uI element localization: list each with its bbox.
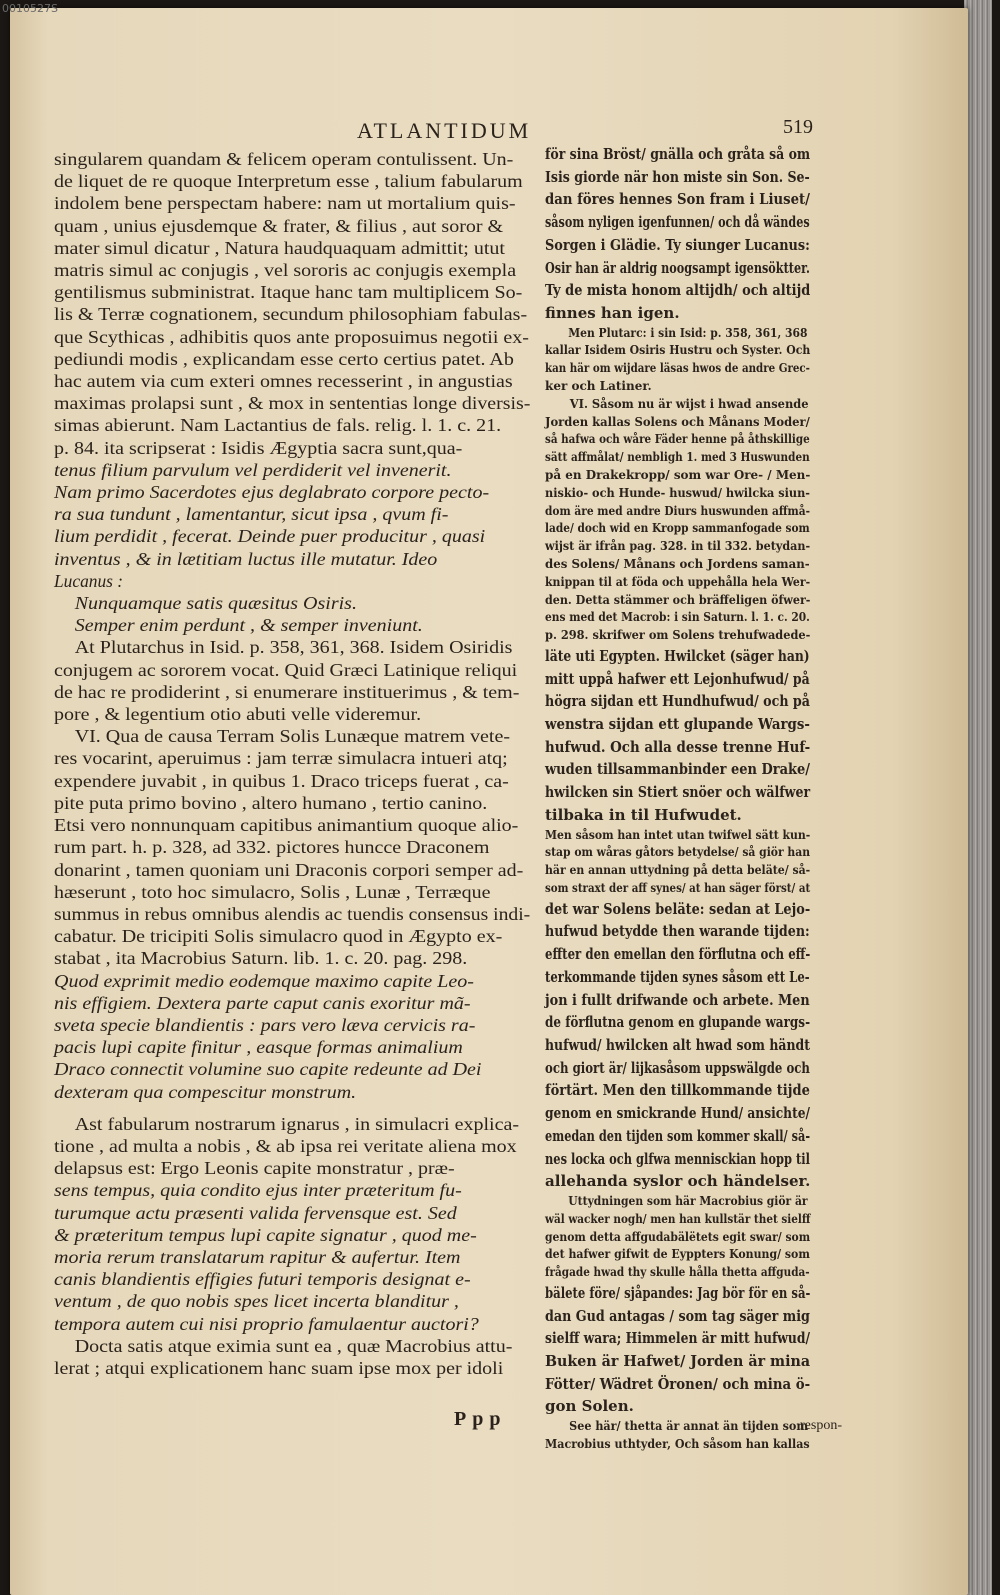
text-line: niskio- och Hunde- huswud/ hwilcka siun-	[545, 485, 810, 500]
text-line: & præteritum tempus lupi capite signatur , quod me-	[54, 1224, 477, 1245]
text-line: des Solens/ Månans och Jordens saman-	[545, 556, 810, 571]
text-line: Men såsom han intet utan twifwel sätt kun-	[545, 827, 811, 842]
text-line: wenstra sijdan ett glupande Wargs-	[545, 715, 810, 734]
text-line: tenus filium parvulum vel perdiderit vel invenerit.	[54, 459, 452, 480]
swedish-column	[545, 143, 820, 1454]
text-line: pore , & legentium otio abuti velle videremur.	[54, 704, 422, 725]
text-line: lade/ doch wid en Kropp sammanfogade som	[545, 521, 810, 536]
text-line: tempora autem cui nisi proprio famulaentur auctori?	[54, 1313, 479, 1334]
book-edge	[964, 0, 992, 1595]
text-line: sens tempus, quia condito ejus inter præteritum fu-	[54, 1180, 462, 1201]
text-line: Uttydningen som här Macrobius giör är	[568, 1193, 808, 1208]
text-line: finnes han igen.	[545, 303, 680, 322]
text-line: mitt uppå hafwer ett Lejonhufwud/ på	[545, 669, 810, 688]
text-line: conjugem ac sororem vocat. Quid Græci Latinique reliqui	[54, 659, 518, 680]
text-line: ra sua tundunt , lamentantur, sicut ipsa , qvum fi-	[54, 504, 449, 525]
text-line: singularem quandam & felicem operam contulissent. Un-	[54, 149, 514, 169]
text-line: pediundi modis , explicandam esse certo certius patet. Ab	[54, 348, 514, 369]
text-line: frågade hwad thy skulle hålla thetta affguda-	[545, 1265, 810, 1280]
text-line: bälete före/ sjåpandes: Jag bör för en så-	[545, 1283, 811, 1302]
text-line: lerat ; atqui explicationem hanc suam ipse mox per idoli	[54, 1357, 504, 1378]
text-line: så hafwa och wåre Fäder henne på åthskillige	[545, 432, 810, 447]
text-line: Semper enim perdunt , & semper inveniunt.	[74, 615, 423, 636]
text-line: de liquet de re quoque Interpretum esse , talium fabularum	[54, 171, 523, 192]
text-line: ker och Latiner.	[545, 379, 652, 394]
text-line: pacis lupi capite finitur , easque formas animalium	[54, 1037, 463, 1058]
latin-column	[54, 148, 530, 1379]
text-line: ens med det Macrob: i sin Saturn. l. 1. c. 20.	[545, 610, 810, 625]
text-line: Nam primo Sacerdotes ejus deglabrato corpore pecto-	[54, 482, 490, 503]
text-line: wijst är ifrån pag. 328. in til 332. betydan-	[545, 539, 811, 554]
text-line: stap om wåras gåtors betydelse/ så giör han	[545, 845, 811, 860]
text-line: dan Gud antagas / som tag säger mig	[545, 1306, 810, 1325]
text-line: läte uti Egypten. Hwilcket (säger han)	[545, 646, 810, 665]
running-head: ATLANTIDUM	[357, 118, 532, 143]
text-line: knippan til at föda och uppehålla hela Wer-	[545, 574, 811, 589]
text-line: och giort är/ lijkasåsom uppswälgde och	[545, 1058, 810, 1077]
text-line: mater simul dicatur , Natura haudquaquam admittit; utut	[54, 237, 505, 258]
text-line: nis effigiem. Dextera parte caput canis exoritur mã-	[54, 992, 471, 1013]
text-line: Fötter/ Wädret Öronen/ och mina ö-	[545, 1374, 811, 1393]
text-line: det war Solens beläte: sedan at Lejo-	[545, 899, 811, 918]
text-line: för sina Bröst/ gnälla och gråta så om	[545, 145, 811, 163]
text-line: rum part. h. p. 328, ad 332. pictores huncce Draconem	[54, 837, 490, 858]
text-line: de hac re prodiderint , si enumerare instituerimus , & tem-	[54, 681, 520, 702]
text-line: stabat , ita Macrobius Saturn. lib. 1. c. 20. pag. 298.	[54, 948, 468, 969]
text-line: högra sijdan ett Hundhufwud/ och på	[545, 692, 810, 711]
text-line: sätt affmålat/ nembligh 1. med 3 Huswunden	[545, 450, 810, 465]
text-line: lium perdidit , fecerat. Deinde puer producitur , quasi	[54, 526, 486, 547]
text-line: hufwud/ hwilcken alt hwad som händt	[545, 1036, 810, 1054]
text-line: At Plutarchus in Isid. p. 358, 361, 368. Isidem Osiridis	[74, 637, 513, 658]
text-line: jon i fullt drifwande och arbete. Men	[545, 990, 810, 1009]
text-line: emedan den tijden som kommer skall/ så-	[545, 1126, 811, 1145]
text-line: simas abierunt. Nam Lactantius de fals. relig. l. 1. c. 21.	[54, 415, 502, 436]
text-line: See här/ thetta är annat än tijden som	[569, 1419, 809, 1434]
text-line: donarint , tamen quoniam uni Draconis corpori semper ad-	[54, 859, 524, 880]
text-line: tilbaka in til Hufwudet.	[545, 805, 742, 824]
text-line: gon Solen.	[545, 1397, 634, 1416]
text-line: såsom nyligen igenfunnen/ och då wändes	[545, 213, 810, 232]
text-line: Jorden kallas Solens och Månans Moder/	[545, 414, 810, 429]
text-line: p. 298. skrifwer om Solens trehufwadede-	[545, 628, 811, 643]
text-line: hufwud betydde then warande tijden:	[545, 922, 810, 941]
text-line: dom äre med andre Diurs huswunden affmå-	[545, 503, 811, 518]
page-number: 519	[783, 116, 813, 138]
text-line: Isis giorde när hon miste sin Son. Se-	[545, 167, 810, 186]
text-line: hufwud. Och alla desse trenne Huf-	[545, 737, 811, 756]
text-line: wuden tillsammanbinder een Drake/	[545, 760, 811, 779]
text-line: terkommande tijden synes såsom ett Le-	[545, 967, 810, 986]
text-line: Sorgen i Glädie. Ty siunger Lucanus:	[545, 235, 810, 254]
text-line: Macrobius uthtyder, Och såsom han kallas	[545, 1436, 810, 1451]
text-line: den. Detta stämmer och bräffeligen öfwer-	[545, 592, 811, 607]
text-line: moria rerum translatarum rapitur & aufertur. Item	[54, 1246, 461, 1267]
text-line: kallar Isidem Osiris Hustru och Syster. Och	[545, 343, 811, 358]
text-line: lis & Terræ cognationem, secundum philosophiam fabulas-	[54, 304, 528, 325]
text-line: VI. Qua de causa Terram Solis Lunæque matrem vete-	[74, 726, 511, 747]
text-line: hwilcken sin Stiert snöer och wälfwer	[545, 783, 811, 802]
text-line: Draco connectit volumine suo capite redeunte ad Dei	[54, 1059, 482, 1080]
catchword: respon-	[800, 1418, 842, 1433]
text-line: cabatur. De tricipiti Solis simulacro quod in Ægypto ex-	[54, 926, 503, 947]
text-line: Quod exprimit medio eodemque maximo capite Leo-	[54, 970, 474, 991]
text-line: pite puta primo bovino , altero humano , tertio canino.	[54, 792, 488, 813]
text-line: sveta specie blandientis : pars vero læva cervicis ra-	[54, 1014, 476, 1035]
text-line: res vocarint, aperuimus : jam terræ simulacra intueri atq;	[54, 748, 508, 769]
text-line: Nunquamque satis quæsitus Osiris.	[74, 593, 357, 614]
text-line: summus in rebus omnibus alendis ac tuendis consensus indi-	[54, 903, 531, 924]
text-line: Lucanus :	[54, 570, 124, 591]
text-line: Ast fabularum nostrarum ignarus , in simulacri explica-	[74, 1113, 520, 1134]
text-line: det hafwer gifwit de Eyppters Konung/ som	[545, 1247, 810, 1262]
text-line: Osir han är aldrig noogsampt igensöktter.	[545, 258, 810, 277]
text-line: Buken är Hafwet/ Jorden är mina	[545, 1352, 811, 1371]
text-line: effter den emellan den förflutna och eff-	[545, 945, 811, 964]
text-line: sielff wara; Himmelen är mitt hufwud/	[545, 1329, 811, 1348]
text-line: Ty de mista honom altijdh/ och altijd	[545, 281, 811, 300]
text-line: genom detta affgudabälëtets egit swar/ som	[545, 1229, 811, 1244]
text-line: allehanda syslor och händelser.	[545, 1172, 811, 1191]
text-line: canis blandientis effigies futuri temporis designat e-	[54, 1269, 471, 1290]
text-line: som straxt der aff synes/ at han säger först/ at	[545, 880, 811, 895]
text-line: delapsus est: Ergo Leonis capite monstratur , præ-	[54, 1158, 455, 1179]
text-line: dan föres hennes Son fram i Liuset/	[545, 190, 810, 209]
text-line: ventum , de quo nobis spes licet incerta blanditur ,	[54, 1291, 459, 1312]
paragraph-gap	[54, 1103, 530, 1113]
text-line: Etsi vero nonnunquam capitibus animantium quoque alio-	[54, 815, 519, 836]
text-line: kan här om wijdare läsas hwos de andre Grec-	[545, 361, 810, 376]
text-line: Men Plutarc: i sin Isid: p. 358, 361, 368	[568, 325, 808, 340]
text-line: turumque actu præsenti valida fervensque est. Sed	[54, 1202, 457, 1223]
library-stamp: 0010527S	[2, 2, 58, 15]
text-line: maximas prolapsi sunt , & mox in sententias longe diversis-	[54, 393, 531, 414]
text-line: quam , unius ejusdemque & frater, & filius , aut soror &	[54, 215, 504, 236]
text-line: nes locka och glfwa mennisckian hopp til	[545, 1149, 810, 1168]
text-line: que Scythicas , adhibitis quos ante proposuimus negotii ex-	[54, 326, 529, 347]
text-line: VI. Såsom nu är wijst i hwad ansende	[569, 396, 809, 411]
text-line: inventus , & in lætitiam luctus ille mutatur. Ideo	[54, 548, 438, 569]
text-line: de förflutna genom en glupande wargs-	[545, 1013, 811, 1032]
text-line: på en Drakekropp/ som war Ore- / Men-	[545, 468, 811, 482]
text-line: förtärt. Men den tillkommande tijde	[545, 1081, 810, 1100]
text-line: hac autem via cum exteri omnes recesserint , in angustias	[54, 371, 513, 392]
text-line: matris simul ac conjugis , vel sororis ac conjugis exempla	[54, 260, 517, 281]
text-line: tione , ad multa a nobis , & ab ipsa rei veritate aliena mox	[54, 1135, 517, 1156]
text-line: expendere juvabit , in quibus 1. Draco triceps fuerat , ca-	[54, 770, 509, 791]
text-line: indolem bene perspectam habere: nam ut mortalium quis-	[54, 193, 516, 214]
text-line: gentilismus subministrat. Itaque hanc tam multiplicem So-	[54, 282, 523, 303]
text-line: hæserunt , toto hoc simulacro, Solis , Lunæ , Terræque	[54, 881, 491, 902]
text-line: dexteram qua compescitur monstrum.	[54, 1081, 357, 1102]
text-line: genom en smickrande Hund/ ansichte/	[545, 1104, 810, 1123]
text-line: wäl wacker nogh/ men han kullstär thet sielff	[545, 1211, 811, 1226]
signature-mark: Ppp	[454, 1408, 507, 1430]
text-line: Docta satis atque eximia sunt ea , quæ Macrobius attu-	[74, 1335, 513, 1356]
text-line: p. 84. ita scripserat : Isidis Ægyptia sacra sunt,qua-	[54, 437, 463, 458]
text-line: här en annan uttydning på detta beläte/ så-	[545, 863, 811, 878]
